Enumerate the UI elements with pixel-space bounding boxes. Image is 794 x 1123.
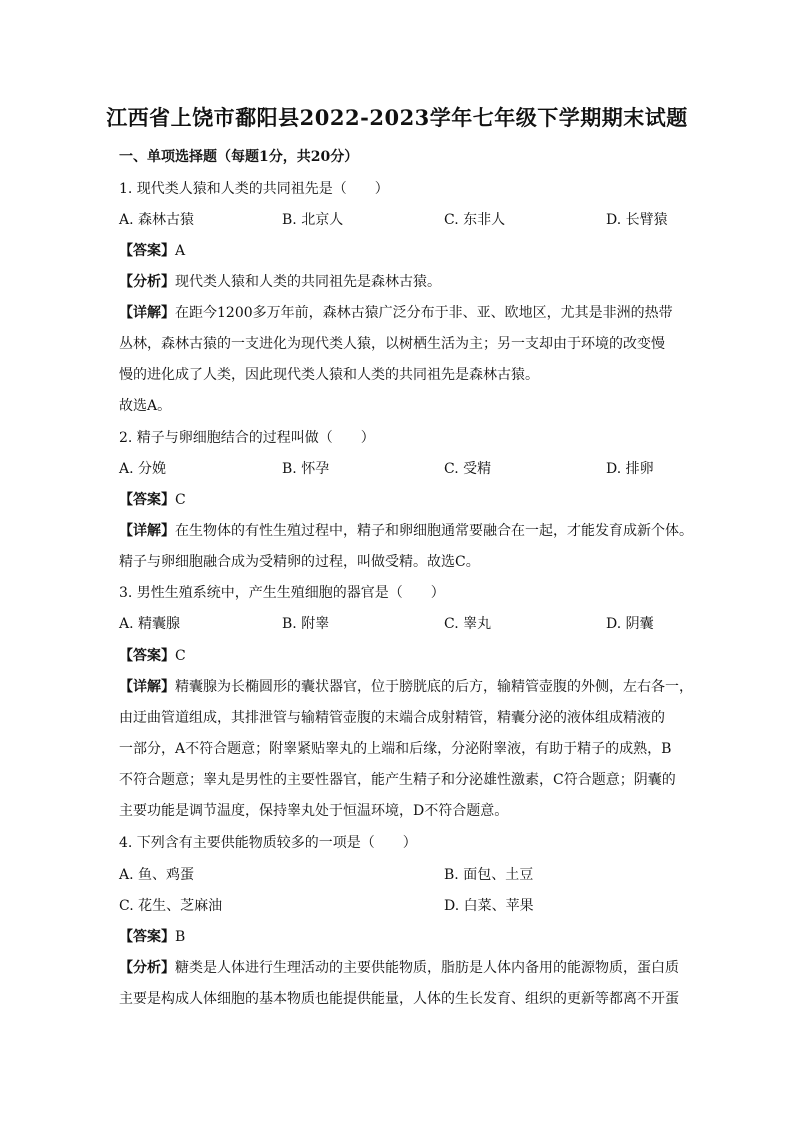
q1-option-b: B. 北京人 (282, 212, 344, 228)
question-3-stem: 3. 男性生殖系统中，产生生殖细胞的器官是（ ） (119, 585, 445, 601)
q3-option-b: B. 附睾 (282, 616, 330, 632)
analysis-tag: 【分析】 (119, 960, 175, 976)
q4-option-a: A. 鱼、鸡蛋 (119, 867, 195, 883)
answer-value: A (175, 243, 186, 259)
q1-detail-line-4: 故选A。 (119, 398, 172, 414)
answer-tag: 【答案】 (119, 929, 175, 945)
q2-answer (119, 489, 186, 509)
q2-option-a: A. 分娩 (119, 461, 167, 477)
q4-answer (119, 926, 185, 946)
q4-option-d: D. 白菜、苹果 (444, 898, 534, 914)
q3-answer (119, 645, 186, 665)
q4-analysis-line-2: 主要是构成人体细胞的基本物质也能提供能量，人体的生长发育、组织的更新等都离不开蛋 (119, 991, 679, 1007)
q3-detail-line-5: 主要功能是调节温度，保持睾丸处于恒温环境，D不符合题意。 (119, 803, 509, 819)
q3-detail-line-3: 一部分，A不符合题意；附睾紧贴睾丸的上端和后缘，分泌附睾液，有助于精子的成熟，B (119, 741, 672, 757)
answer-tag: 【答案】 (119, 648, 175, 664)
q1-detail-line-3: 慢的进化成了人类，因此现代类人猿和人类的共同祖先是森林古猿。 (119, 367, 539, 383)
q3-detail-line-2: 由迂曲管道组成，其排泄管与输精管壶腹的末端合成射精管，精囊分泌的液体组成精液的 (119, 710, 665, 726)
q2-option-b: B. 怀孕 (282, 461, 330, 477)
answer-tag: 【答案】 (119, 243, 175, 259)
q2-option-c: C. 受精 (444, 461, 492, 477)
detail-text: 精囊腺为长椭圆形的囊状器官，位于膀胱底的后方，输精管壶腹的外侧，左右各一， (175, 679, 693, 695)
q4-option-b: B. 面包、土豆 (444, 867, 534, 883)
q2-detail-line-1 (119, 520, 693, 540)
q4-option-c: C. 花生、芝麻油 (119, 898, 223, 914)
q1-analysis (119, 271, 441, 291)
detail-text: 在距今1200多万年前，森林古猿广泛分布于非、亚、欧地区，尤其是非洲的热带 (175, 305, 673, 321)
q1-option-d: D. 长臂猿 (606, 212, 668, 228)
q1-option-c: C. 东非人 (444, 212, 506, 228)
question-4-stem: 4. 下列含有主要供能物质较多的一项是（ ） (119, 835, 417, 851)
section-heading: 一、单项选择题（每题1分，共20分） (119, 149, 359, 165)
q3-detail-line-1 (119, 676, 693, 696)
answer-value: C (175, 492, 186, 508)
answer-value: C (175, 648, 186, 664)
answer-value: B (175, 929, 186, 945)
detail-tag: 【详解】 (119, 679, 175, 695)
q3-option-c: C. 睾丸 (444, 616, 492, 632)
detail-tag: 【详解】 (119, 305, 175, 321)
page-title: 江西省上饶市鄱阳县2022-2023学年七年级下学期期末试题 (106, 105, 688, 130)
detail-tag: 【详解】 (119, 523, 175, 539)
q3-detail-line-4: 不符合题意；睾丸是男性的主要性器官，能产生精子和分泌雄性激素，C符合题意；阴囊的 (119, 772, 676, 788)
q4-analysis-line-1 (119, 957, 679, 977)
q2-option-d: D. 排卵 (606, 461, 654, 477)
question-1-stem: 1. 现代类人猿和人类的共同祖先是（ ） (119, 181, 389, 197)
q1-detail-line-2: 丛林，森林古猿的一支进化为现代类人猿，以树栖生活为主；另一支却由于环境的改变慢 (119, 336, 665, 352)
detail-text: 在生物体的有性生殖过程中，精子和卵细胞通常要融合在一起，才能发育成新个体。 (175, 523, 693, 539)
answer-tag: 【答案】 (119, 492, 175, 508)
q3-option-a: A. 精囊腺 (119, 616, 181, 632)
analysis-tag: 【分析】 (119, 274, 175, 290)
question-2-stem: 2. 精子与卵细胞结合的过程叫做（ ） (119, 430, 375, 446)
q3-option-d: D. 阴囊 (606, 616, 654, 632)
q2-detail-line-2: 精子与卵细胞融合成为受精卵的过程，叫做受精。故选C。 (119, 554, 480, 570)
q1-answer (119, 240, 185, 260)
q1-option-a: A. 森林古猿 (119, 212, 195, 228)
analysis-text: 糖类是人体进行生理活动的主要供能物质，脂肪是人体内备用的能源物质，蛋白质 (175, 960, 679, 976)
analysis-text: 现代类人猿和人类的共同祖先是森林古猿。 (175, 274, 441, 290)
q1-detail-line-1 (119, 302, 673, 322)
